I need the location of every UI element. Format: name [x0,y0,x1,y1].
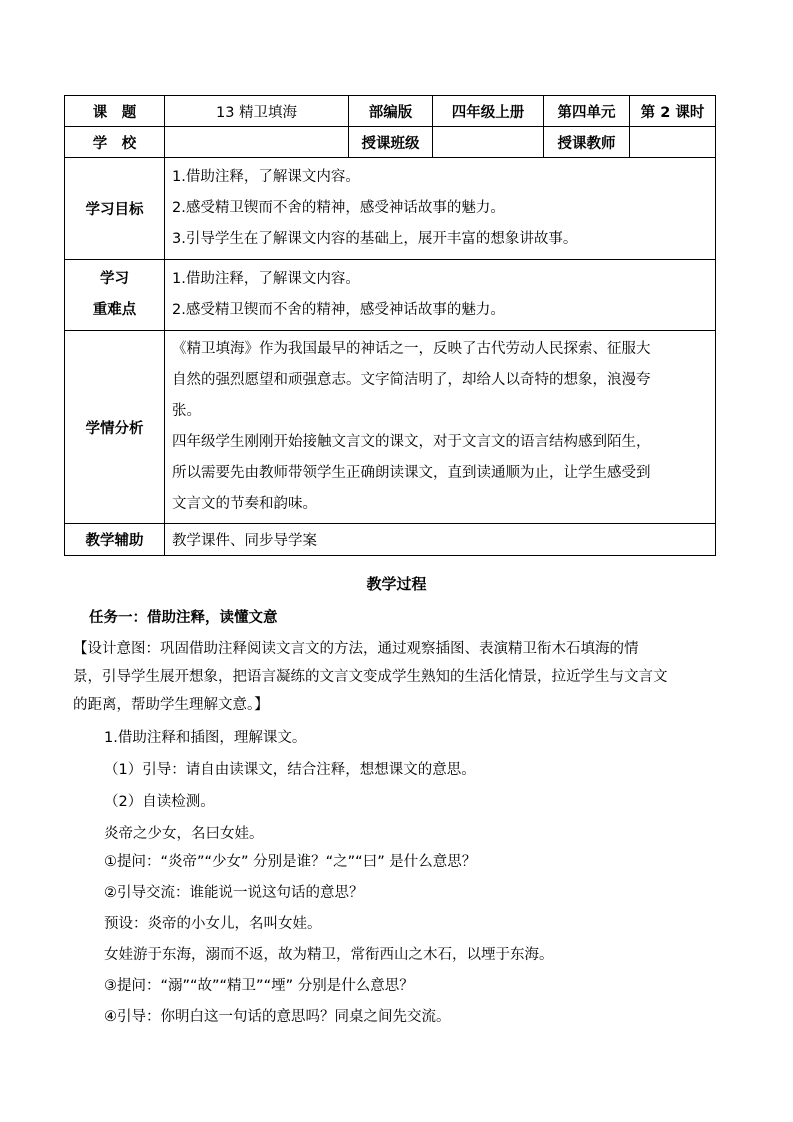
teacher-label: 授课教师 [544,127,630,158]
step-line: 炎帝之少女，名曰女娃。 [104,826,264,842]
task1-title: 任务一：借助注释，读懂文意 [89,610,278,626]
period: 第 2 课时 [630,96,716,127]
key-points-label [65,260,165,331]
objectives-label: 学习目标 [65,158,165,260]
lesson-info-table [64,95,716,556]
step-line: ①提问：“炎帝”“少女” 分别是谁？“之”“曰” 是什么意思？ [104,854,477,870]
step-line: 女娃游于东海，溺而不返，故为精卫，常衔西山之木石，以堙于东海。 [104,947,554,963]
step-line: ③提问：“溺”“故”“精卫”“堙” 分别是什么意思？ [104,978,414,994]
analysis-content [165,331,716,524]
section-title: 教学过程 [366,575,427,593]
objectives-content [165,158,716,260]
school-value [165,127,349,158]
class-label: 授课班级 [349,127,433,158]
info-row-analysis [65,331,716,524]
info-row-key-points [65,260,716,331]
edition: 部编版 [349,96,433,127]
key-points-content [165,260,716,331]
analysis-label: 学情分析 [65,331,165,524]
objective-item: 2.感受精卫锲而不舍的精神，感受神话故事的魅力。 [172,200,505,216]
step-line: 1.借助注释和插图，理解课文。 [104,730,307,746]
step-line: （1）引导：请自由读课文，结合注释，想想课文的意思。 [104,762,476,778]
info-row-aids [65,524,716,556]
step-line: ④引导：你明白这一句话的意思吗？同桌之间先交流。 [104,1009,451,1025]
school-label: 学 校 [65,127,165,158]
key-point-item: 1.借助注释，了解课文内容。 [172,271,360,287]
key-points-label-line2: 重难点 [92,302,137,318]
lesson-title: 13 精卫填海 [165,96,349,127]
aids-value: 教学课件、同步导学案 [165,524,716,556]
analysis-line: 《精卫填海》作为我国最早的神话之一，反映了古代劳动人民探索、征服大 [172,341,651,357]
aids-label: 教学辅助 [65,524,165,556]
info-row-objectives [65,158,716,260]
analysis-line: 张。 [172,403,201,419]
step-line: 预设：炎帝的小女儿，名叫女娃。 [104,916,322,932]
analysis-line: 所以需要先由教师带领学生正确朗读课文，直到读通顺为止，让学生感受到 [172,465,651,481]
info-row-lesson [65,96,716,127]
unit: 第四单元 [544,96,630,127]
step-line: ②引导交流：谁能说一说这句话的意思？ [104,885,364,901]
analysis-line: 文言文的节奏和韵味。 [172,496,317,512]
design-intent-line: 的距离，帮助学生理解文意。】 [73,697,269,713]
objective-item: 3.引导学生在了解课文内容的基础上，展开丰富的想象讲故事。 [172,231,578,247]
analysis-line: 自然的强烈愿望和顽强意志。文字简洁明了，却给人以奇特的想象，浪漫夸 [172,372,651,388]
objective-item: 1.借助注释，了解课文内容。 [172,169,360,185]
step-line: （2）自读检测。 [104,794,215,810]
design-intent-line: 【设计意图：巩固借助注释阅读文言文的方法，通过观察插图、表演精卫衔木石填海的情 [73,641,639,657]
teacher-value [630,127,716,158]
analysis-line: 四年级学生刚刚开始接触文言文的课文，对于文言文的语言结构感到陌生， [172,434,651,450]
class-value [433,127,544,158]
lesson-label: 课 题 [65,96,165,127]
key-point-item: 2.感受精卫锲而不舍的精神，感受神话故事的魅力。 [172,302,505,318]
grade: 四年级上册 [433,96,544,127]
info-row-school [65,127,716,158]
design-intent-line: 景，引导学生展开想象，把语言凝练的文言文变成学生熟知的生活化情景，拉近学生与文言文 [73,669,668,685]
key-points-label-line1: 学习 [100,271,129,287]
